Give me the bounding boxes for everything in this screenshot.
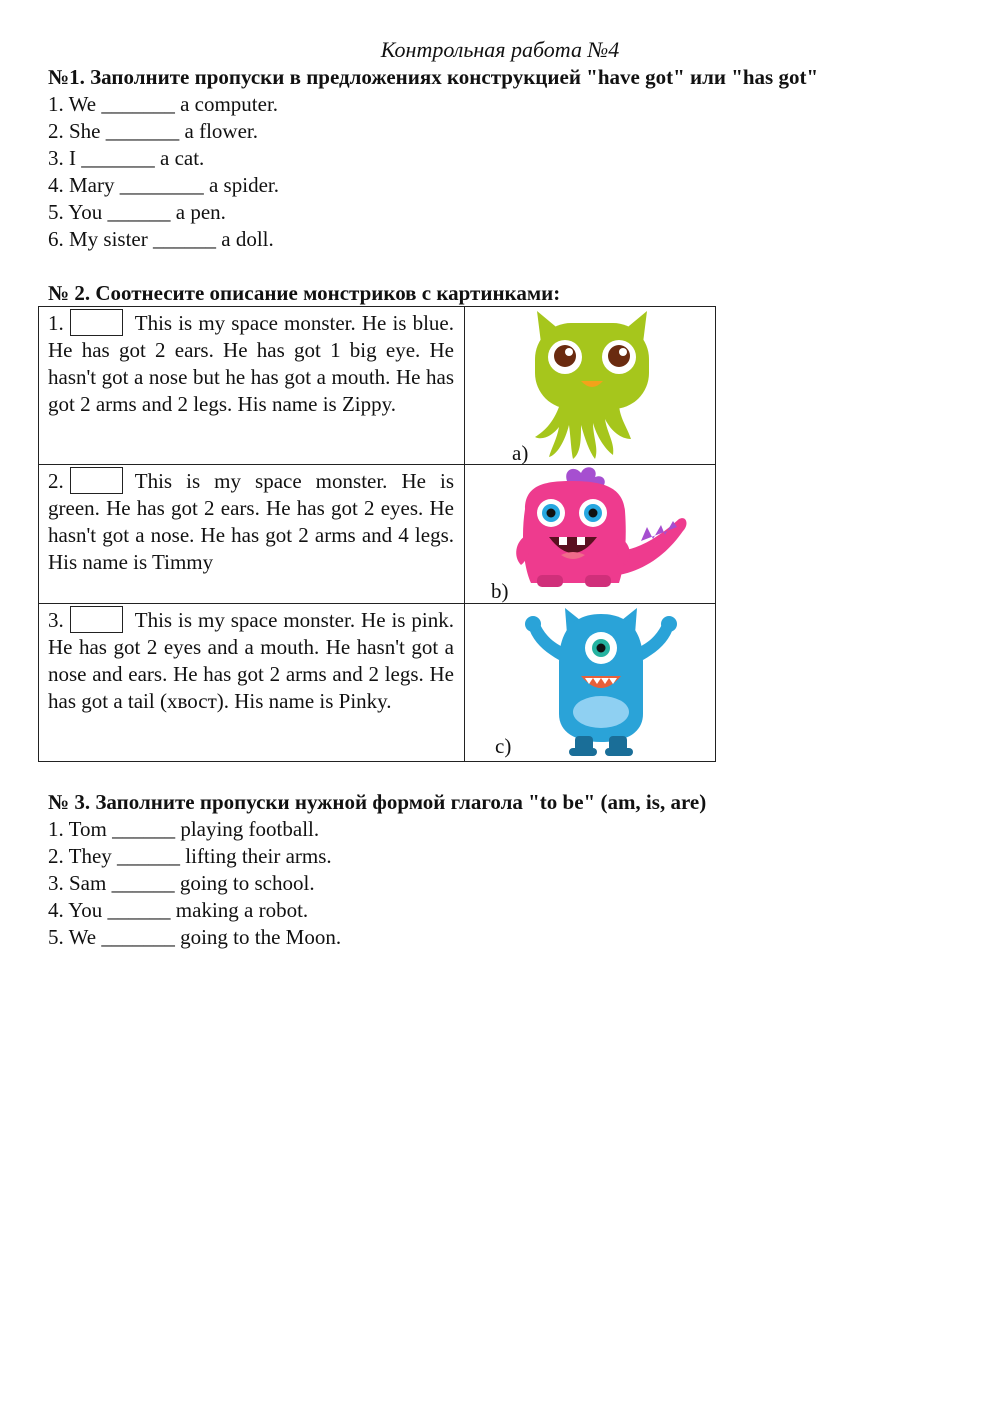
picture-cell bbox=[465, 307, 716, 465]
description-cell bbox=[39, 465, 465, 604]
picture-letter: a) bbox=[512, 441, 529, 465]
list-item: 1. Tom ______ playing football. bbox=[48, 817, 320, 841]
picture-cell bbox=[465, 465, 716, 604]
monster-description bbox=[39, 307, 464, 418]
picture-letter: c) bbox=[495, 734, 512, 758]
green-octopus-monster-icon bbox=[527, 309, 657, 459]
description-text: This is my space monster. He is blue. He has got 2 ears. He has got 1 big eye. He hasn't got a nose but he has got a mouth. He has got 2 arms and 2 legs. His name is Zippy. bbox=[48, 311, 454, 416]
description-cell bbox=[39, 307, 465, 465]
list-item: 5. We _______ going to the Moon. bbox=[48, 925, 342, 949]
page-title: Контрольная работа №4 bbox=[380, 37, 620, 62]
table-row bbox=[39, 604, 716, 762]
table-row bbox=[39, 465, 716, 604]
task1-list bbox=[48, 91, 279, 253]
list-item: 4. You ______ making a robot. bbox=[48, 898, 309, 922]
description-text: This is my space monster. He is pink. He has got 2 eyes and a mouth. He hasn't got a nose and ears. He has got 2 arms and 2 legs. He has got a tail (хвост). His name is Pinky. bbox=[48, 608, 454, 713]
list-item: 5. You ______ a pen. bbox=[48, 200, 226, 224]
row-number: 2. bbox=[48, 469, 64, 493]
task3-heading: № 3. Заполните пропуски нужной формой глагола "to be" (am, is, are) bbox=[48, 790, 707, 814]
answer-box[interactable] bbox=[70, 467, 123, 494]
blue-cyclops-monster-icon bbox=[519, 604, 683, 758]
monster-description bbox=[39, 604, 464, 715]
table-row bbox=[39, 307, 716, 465]
description-text: This is my space monster. He is green. He has got 2 ears. He has got 2 eyes. He hasn't got a nose. He has got 2 arms and 4 legs. His name is Timmy bbox=[48, 469, 454, 574]
description-cell bbox=[39, 604, 465, 762]
picture-cell bbox=[465, 604, 716, 762]
list-item: 4. Mary ________ a spider. bbox=[48, 173, 279, 197]
pink-dino-monster-icon bbox=[511, 465, 691, 591]
task3-list bbox=[48, 816, 341, 951]
answer-box[interactable] bbox=[70, 309, 123, 336]
row-number: 3. bbox=[48, 608, 64, 632]
task1-heading: №1. Заполните пропуски в предложениях конструкцией "have got" или "has got" bbox=[48, 65, 819, 89]
picture-letter: b) bbox=[491, 579, 509, 603]
list-item: 1. We _______ a computer. bbox=[48, 92, 279, 116]
list-item: 6. My sister ______ a doll. bbox=[48, 227, 274, 251]
task2-heading: № 2. Соотнесите описание монстриков с картинками: bbox=[48, 281, 561, 305]
answer-box[interactable] bbox=[70, 606, 123, 633]
row-number: 1. bbox=[48, 311, 64, 335]
list-item: 3. Sam ______ going to school. bbox=[48, 871, 315, 895]
monster-description bbox=[39, 465, 464, 576]
list-item: 2. They ______ lifting their arms. bbox=[48, 844, 332, 868]
list-item: 3. I _______ a cat. bbox=[48, 146, 205, 170]
matching-table bbox=[38, 306, 716, 762]
list-item: 2. She _______ a flower. bbox=[48, 119, 258, 143]
